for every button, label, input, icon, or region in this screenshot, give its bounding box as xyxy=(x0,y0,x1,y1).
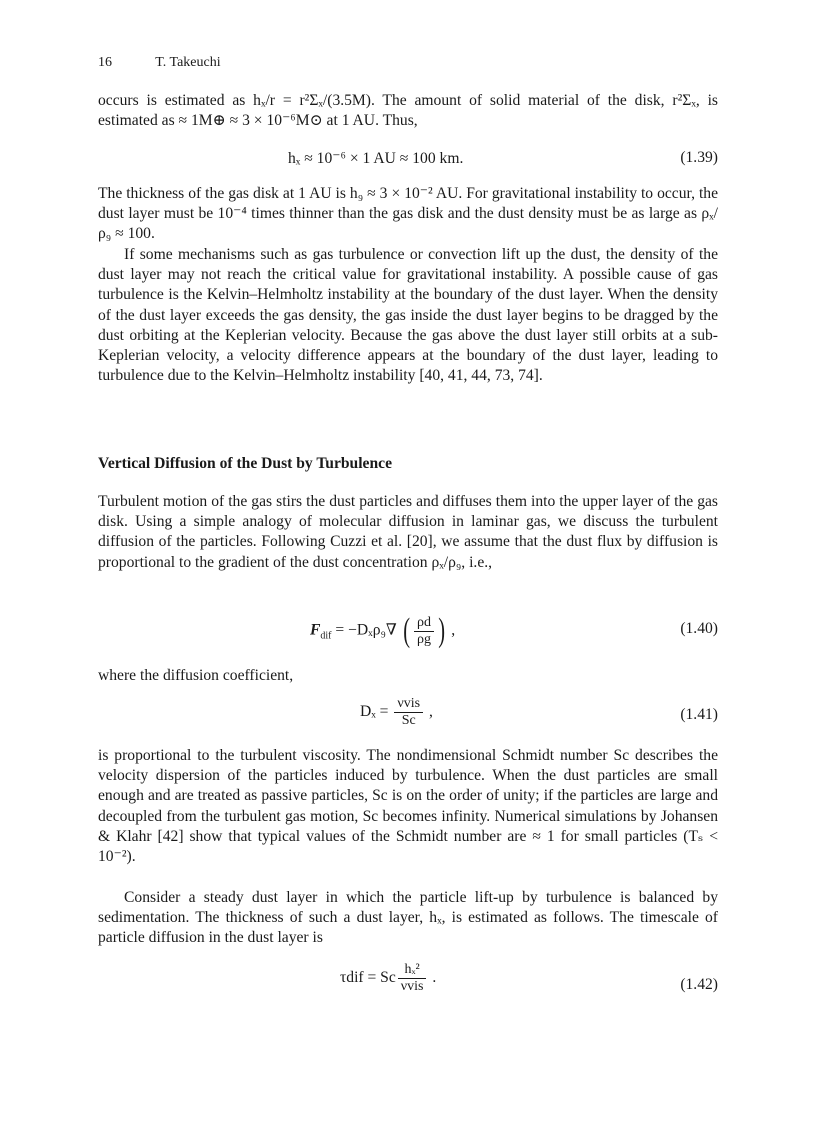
equation-number: (1.39) xyxy=(680,149,718,166)
equation-body xyxy=(360,696,433,729)
right-paren-icon: ) xyxy=(438,612,446,649)
equation-1-41 xyxy=(98,696,718,736)
fraction-denominator: νvis xyxy=(400,979,424,994)
paragraph-3 xyxy=(98,245,718,386)
paragraph-text: occurs is estimated as hₓ/r = r²Σₓ/(3.5M). The amount of solid material of the disk, r²Σₓ, is estimated as ≈ 1M⊕ ≈ 3 × 10⁻⁶M⊙ at 1 AU. Thus, xyxy=(98,92,718,130)
equation-tail: , xyxy=(428,703,433,721)
paragraph-text: The thickness of the gas disk at 1 AU is h₉ ≈ 3 × 10⁻² AU. For gravitational instability to occur, the dust layer must be 10⁻⁴ times thinner than the gas disk and the dust density must be as large as ρₓ/ρ₉ ≈ 100. xyxy=(98,185,718,243)
paragraph-1 xyxy=(98,91,718,131)
equation-number: (1.40) xyxy=(680,620,718,637)
equation-fraction xyxy=(394,696,423,729)
paragraph-7 xyxy=(98,888,718,949)
paragraph-text: If some mechanisms such as gas turbulence or convection lift up the dust, the density of the dust layer may not reach the critical value for gravitational instability. A possible cause of gas turbulence is the Kelvin–Helmholtz instability at the boundary of the dust layer. When the density of the dust layer exceeds the gas density, the gas inside the dust layer begins to be dragged by the dust orbiting at the Keplerian velocity. Because the gas above the dust layer still orbits at a sub-Keplerian velocity, a velocity difference appears at the boundary of the dust layer, leading to turbulence due to the Kelvin–Helmholtz instability [40, 41, 44, 73, 74]. xyxy=(98,246,718,385)
paragraph-text: is proportional to the turbulent viscosity. The nondimensional Schmidt number Sc describes the velocity dispersion of the particles induced by turbulence. When the dust particles are small enough and are treated as passive particles, Sc is on the order of unity; if the particles are large and decoupled from the turbulent gas motion, Sc becomes infinity. Numerical simulations by Johansen & Klahr [42] show that typical values of the Schmidt number are ≈ 1 for small particles (Tₛ < 10⁻²). xyxy=(98,747,718,866)
section-heading: Vertical Diffusion of the Dust by Turbulence xyxy=(98,455,392,472)
paragraph-text: Turbulent motion of the gas stirs the dust particles and diffuses them into the upper layer of the gas disk. Using a simple analogy of molecular diffusion in laminar gas, we discuss the turbulent diffusion of the particles. Following Cuzzi et al. [20], we assume that the dust flux by diffusion is proportional to the gradient of the dust concentration ρₓ/ρ₉, i.e., xyxy=(98,493,718,571)
equation-number: (1.42) xyxy=(680,976,718,993)
page-number: 16 xyxy=(98,55,112,70)
left-paren-icon: ( xyxy=(402,612,410,649)
paragraph-text: Consider a steady dust layer in which the particle lift-up by turbulence is balanced by sedimentation. The thickness of such a dust layer, hₓ, is estimated as follows. The timescale of particle diffusion in the dust layer is xyxy=(98,889,718,947)
running-author: T. Takeuchi xyxy=(155,55,221,70)
equation-lhs-sub: dif xyxy=(320,630,332,642)
equation-1-40 xyxy=(98,608,718,652)
fraction-numerator: hₓ² xyxy=(398,962,427,979)
fraction-denominator: ρg xyxy=(417,631,432,647)
paragraph-2 xyxy=(98,184,718,245)
paragraph-6 xyxy=(98,746,718,867)
equation-lhs: F xyxy=(310,621,321,639)
fraction-denominator: Sc xyxy=(401,713,416,728)
equation-number: (1.41) xyxy=(680,706,718,723)
equation-1-42 xyxy=(98,960,718,1006)
equation-mid: = −Dₓρ₉∇ xyxy=(335,621,397,639)
equation-lhs: Dₓ = xyxy=(360,703,389,721)
equation-tail: , xyxy=(451,621,456,639)
equation-body: hₓ ≈ 10⁻⁶ × 1 AU ≈ 100 km. xyxy=(288,150,464,167)
equation-fraction xyxy=(414,615,434,648)
paragraph-5 xyxy=(98,666,718,686)
equation-body xyxy=(310,612,455,650)
equation-tail: . xyxy=(432,969,437,987)
equation-lhs: τdif = Sc xyxy=(340,969,396,987)
paragraph-4 xyxy=(98,492,718,573)
paragraph-text: where the diffusion coefficient, xyxy=(98,667,294,684)
fraction-numerator: ρd xyxy=(414,615,434,632)
running-header xyxy=(98,55,261,71)
equation-fraction xyxy=(398,962,427,995)
equation-body xyxy=(340,962,436,995)
fraction-numerator: νvis xyxy=(394,696,423,713)
